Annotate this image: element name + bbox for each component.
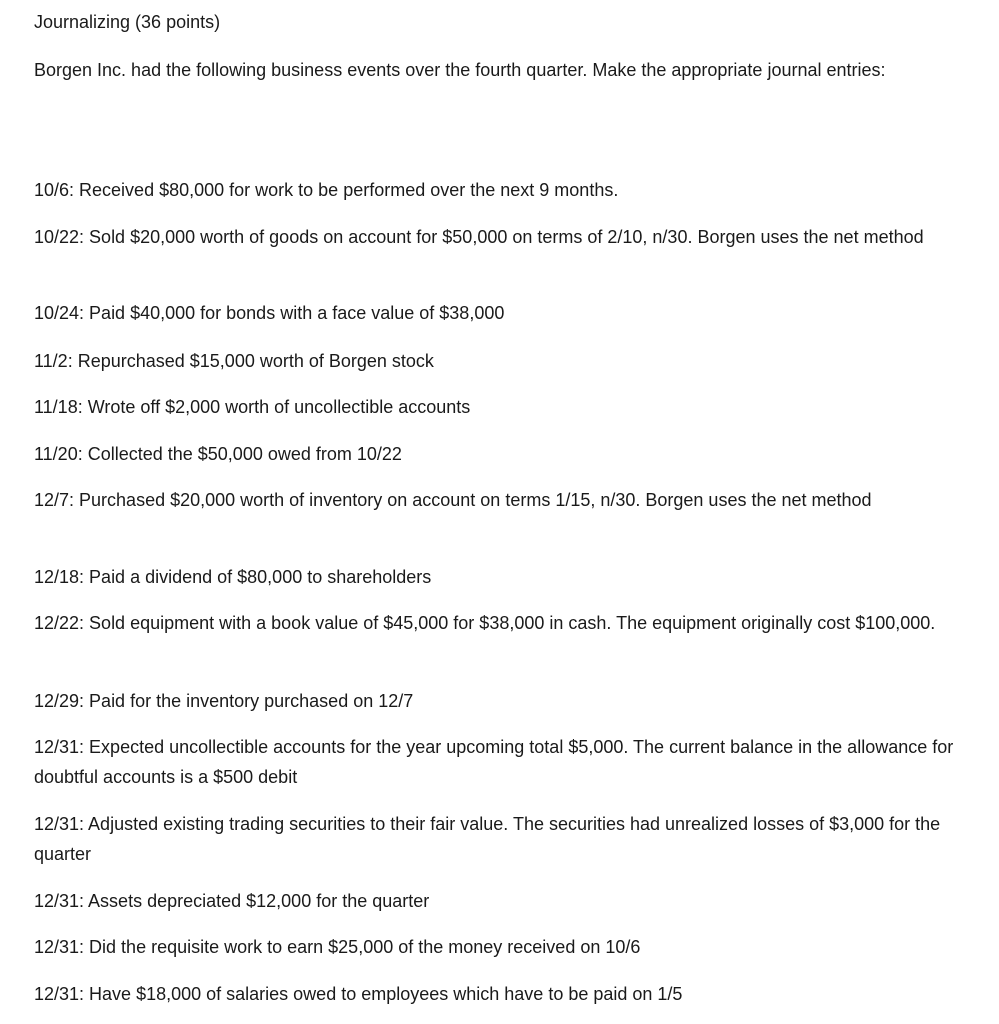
journal-event: 10/6: Received $80,000 for work to be performed over the next 9 months. bbox=[34, 180, 619, 200]
journal-event: 12/31: Expected uncollectible accounts for the year upcoming total $5,000. The current balance in the allowance for doubtful accounts is a $500 debit bbox=[34, 737, 954, 787]
journal-event: 12/7: Purchased $20,000 worth of inventory on account on terms 1/15, n/30. Borgen uses the net method bbox=[34, 490, 872, 510]
journal-event: 12/18: Paid a dividend of $80,000 to shareholders bbox=[34, 567, 432, 587]
journal-event: 12/31: Have $18,000 of salaries owed to employees which have to be paid on 1/5 bbox=[34, 984, 683, 1004]
journal-event: 10/22: Sold $20,000 worth of goods on account for $50,000 on terms of 2/10, n/30. Borgen uses the net method bbox=[34, 227, 924, 247]
journal-event: 11/2: Repurchased $15,000 worth of Borgen stock bbox=[34, 351, 434, 371]
journal-event: 12/31: Adjusted existing trading securities to their fair value. The securities had unrealized losses of $3,000 for the quarter bbox=[34, 814, 941, 864]
journal-event: 12/31: Did the requisite work to earn $25,000 of the money received on 10/6 bbox=[34, 937, 641, 957]
journal-event: 12/29: Paid for the inventory purchased on 12/7 bbox=[34, 691, 414, 711]
section-heading: Journalizing (36 points) bbox=[34, 12, 221, 32]
journal-event: 10/24: Paid $40,000 for bonds with a face value of $38,000 bbox=[34, 303, 505, 323]
journal-event: 12/22: Sold equipment with a book value of $45,000 for $38,000 in cash. The equipment originally cost $100,000. bbox=[34, 613, 936, 633]
journal-event: 11/20: Collected the $50,000 owed from 10/22 bbox=[34, 444, 402, 464]
intro-paragraph: Borgen Inc. had the following business events over the fourth quarter. Make the appropriate journal entries: bbox=[34, 60, 886, 80]
journal-event: 11/18: Wrote off $2,000 worth of uncollectible accounts bbox=[34, 397, 471, 417]
journal-event: 12/31: Assets depreciated $12,000 for the quarter bbox=[34, 891, 430, 911]
